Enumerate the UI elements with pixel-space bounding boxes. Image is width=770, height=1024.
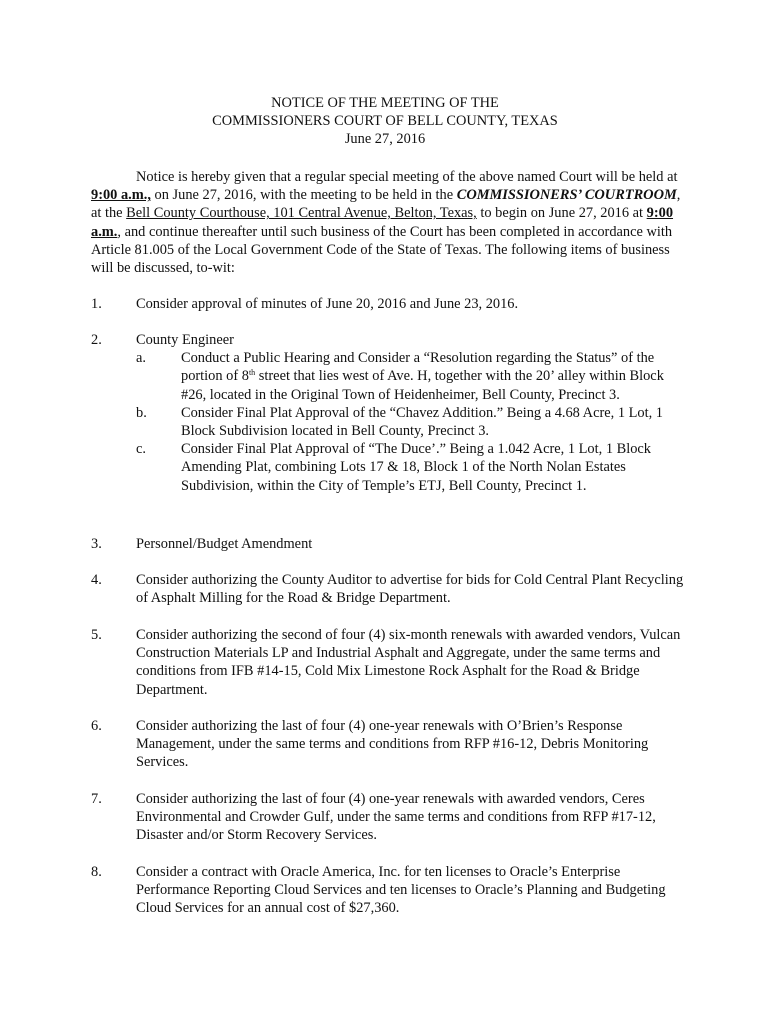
intro-text-5: , and continue thereafter until such business of the Court has been completed in accordance with Article 81.005 of the Local Government Code of the State of Texas. The following items of business will be discussed, to-wit: bbox=[91, 223, 673, 277]
item-text: Consider authorizing the County Auditor to advertise for bids for Cold Central Plant Recycling of Asphalt Milling for the Road & Bridge Department. bbox=[136, 572, 684, 607]
intro-text-4: to begin on June 27, 2016 at bbox=[476, 205, 647, 222]
header-title: NOTICE OF THE MEETING OF THE bbox=[271, 95, 499, 111]
item-text: Consider authorizing the second of four (4) six-month renewals with awarded vendors, Vulcan Construction Materials LP and Industrial Asphalt and Aggregate, under the same terms and conditions from IFB #14-15, Cold Mix Limestone Rock Asphalt for the Road & Bridge Department. bbox=[136, 627, 681, 698]
sub-text: Conduct a Public Hearing and Consider a “Resolution regarding the Status” of the portion of 8th street that lies west of Ave. H, together with the 20’ alley within Block #26, located in the Original Town of Heidenheimer, Bell County, Precinct 3. bbox=[181, 350, 664, 403]
item-text: Consider authorizing the last of four (4) one-year renewals with O’Brien’s Response Management, under the same terms and conditions from RFP #16-12, Debris Monitoring Services. bbox=[136, 718, 649, 771]
item-text: Consider approval of minutes of June 20, 2016 and June 23, 2016. bbox=[136, 296, 519, 312]
sub-item-a bbox=[136, 349, 686, 404]
header-court: COMMISSIONERS COURT OF BELL COUNTY, TEXAS bbox=[212, 113, 558, 130]
header-date: June 27, 2016 bbox=[344, 131, 426, 148]
meeting-time: 9:00 a.m., bbox=[91, 187, 151, 204]
intro-text-3: , at the bbox=[91, 187, 681, 222]
sub-item-c bbox=[136, 440, 686, 495]
intro-paragraph bbox=[91, 168, 686, 277]
meeting-address: Bell County Courthouse, 101 Central Avenue, Belton, Texas, bbox=[126, 205, 477, 222]
item-number: 6. bbox=[91, 718, 102, 734]
item-text: Consider authorizing the last of four (4) one-year renewals with awarded vendors, Ceres Environmental and Crowder Gulf, under the same terms and conditions from RFP #17-12, Disaster and/or Storm Recovery Services. bbox=[136, 791, 656, 844]
item-number: 7. bbox=[91, 791, 102, 807]
item-number: 2. bbox=[91, 332, 102, 348]
notice-header bbox=[0, 94, 770, 149]
item-number: 3. bbox=[91, 536, 102, 552]
item-text: Consider a contract with Oracle America, Inc. for ten licenses to Oracle’s Enterprise Performance Reporting Cloud Services and ten licenses to Oracle’s Planning and Budgeting Cloud Services for an annual cost of $27,360. bbox=[136, 864, 666, 917]
item-number: 8. bbox=[91, 864, 102, 880]
meeting-room: COMMISSIONERS’ COURTROOM bbox=[456, 187, 677, 204]
item-text: County Engineer bbox=[136, 332, 234, 348]
sub-letter: b. bbox=[136, 404, 147, 421]
sub-text: Consider Final Plat Approval of the “Chavez Addition.” Being a 4.68 Acre, 1 Lot, 1 Block Subdivision located in Bell County, Precinct 3. bbox=[181, 404, 664, 440]
start-time: 9:00 a.m. bbox=[91, 205, 674, 240]
sub-letter: a. bbox=[136, 350, 146, 367]
item-number: 4. bbox=[91, 572, 102, 588]
intro-text-2: on June 27, 2016, with the meeting to be held in the bbox=[150, 187, 457, 204]
item-text: Personnel/Budget Amendment bbox=[136, 536, 313, 552]
intro-text-1: Notice is hereby given that a regular special meeting of the above named Court will be held at bbox=[136, 169, 678, 185]
sub-letter: c. bbox=[136, 441, 146, 458]
item-content bbox=[136, 331, 686, 495]
sub-text: Consider Final Plat Approval of “The Duce’.” Being a 1.042 Acre, 1 Lot, 1 Block Amending Plat, combining Lots 17 & 18, Block 1 of the North Nolan Estates Subdivision, within the City of Temple’s ETJ, Bell County, Precinct 1. bbox=[181, 441, 651, 494]
item-number: 5. bbox=[91, 627, 102, 643]
item-number: 1. bbox=[91, 296, 102, 312]
sub-item-b bbox=[136, 404, 686, 440]
